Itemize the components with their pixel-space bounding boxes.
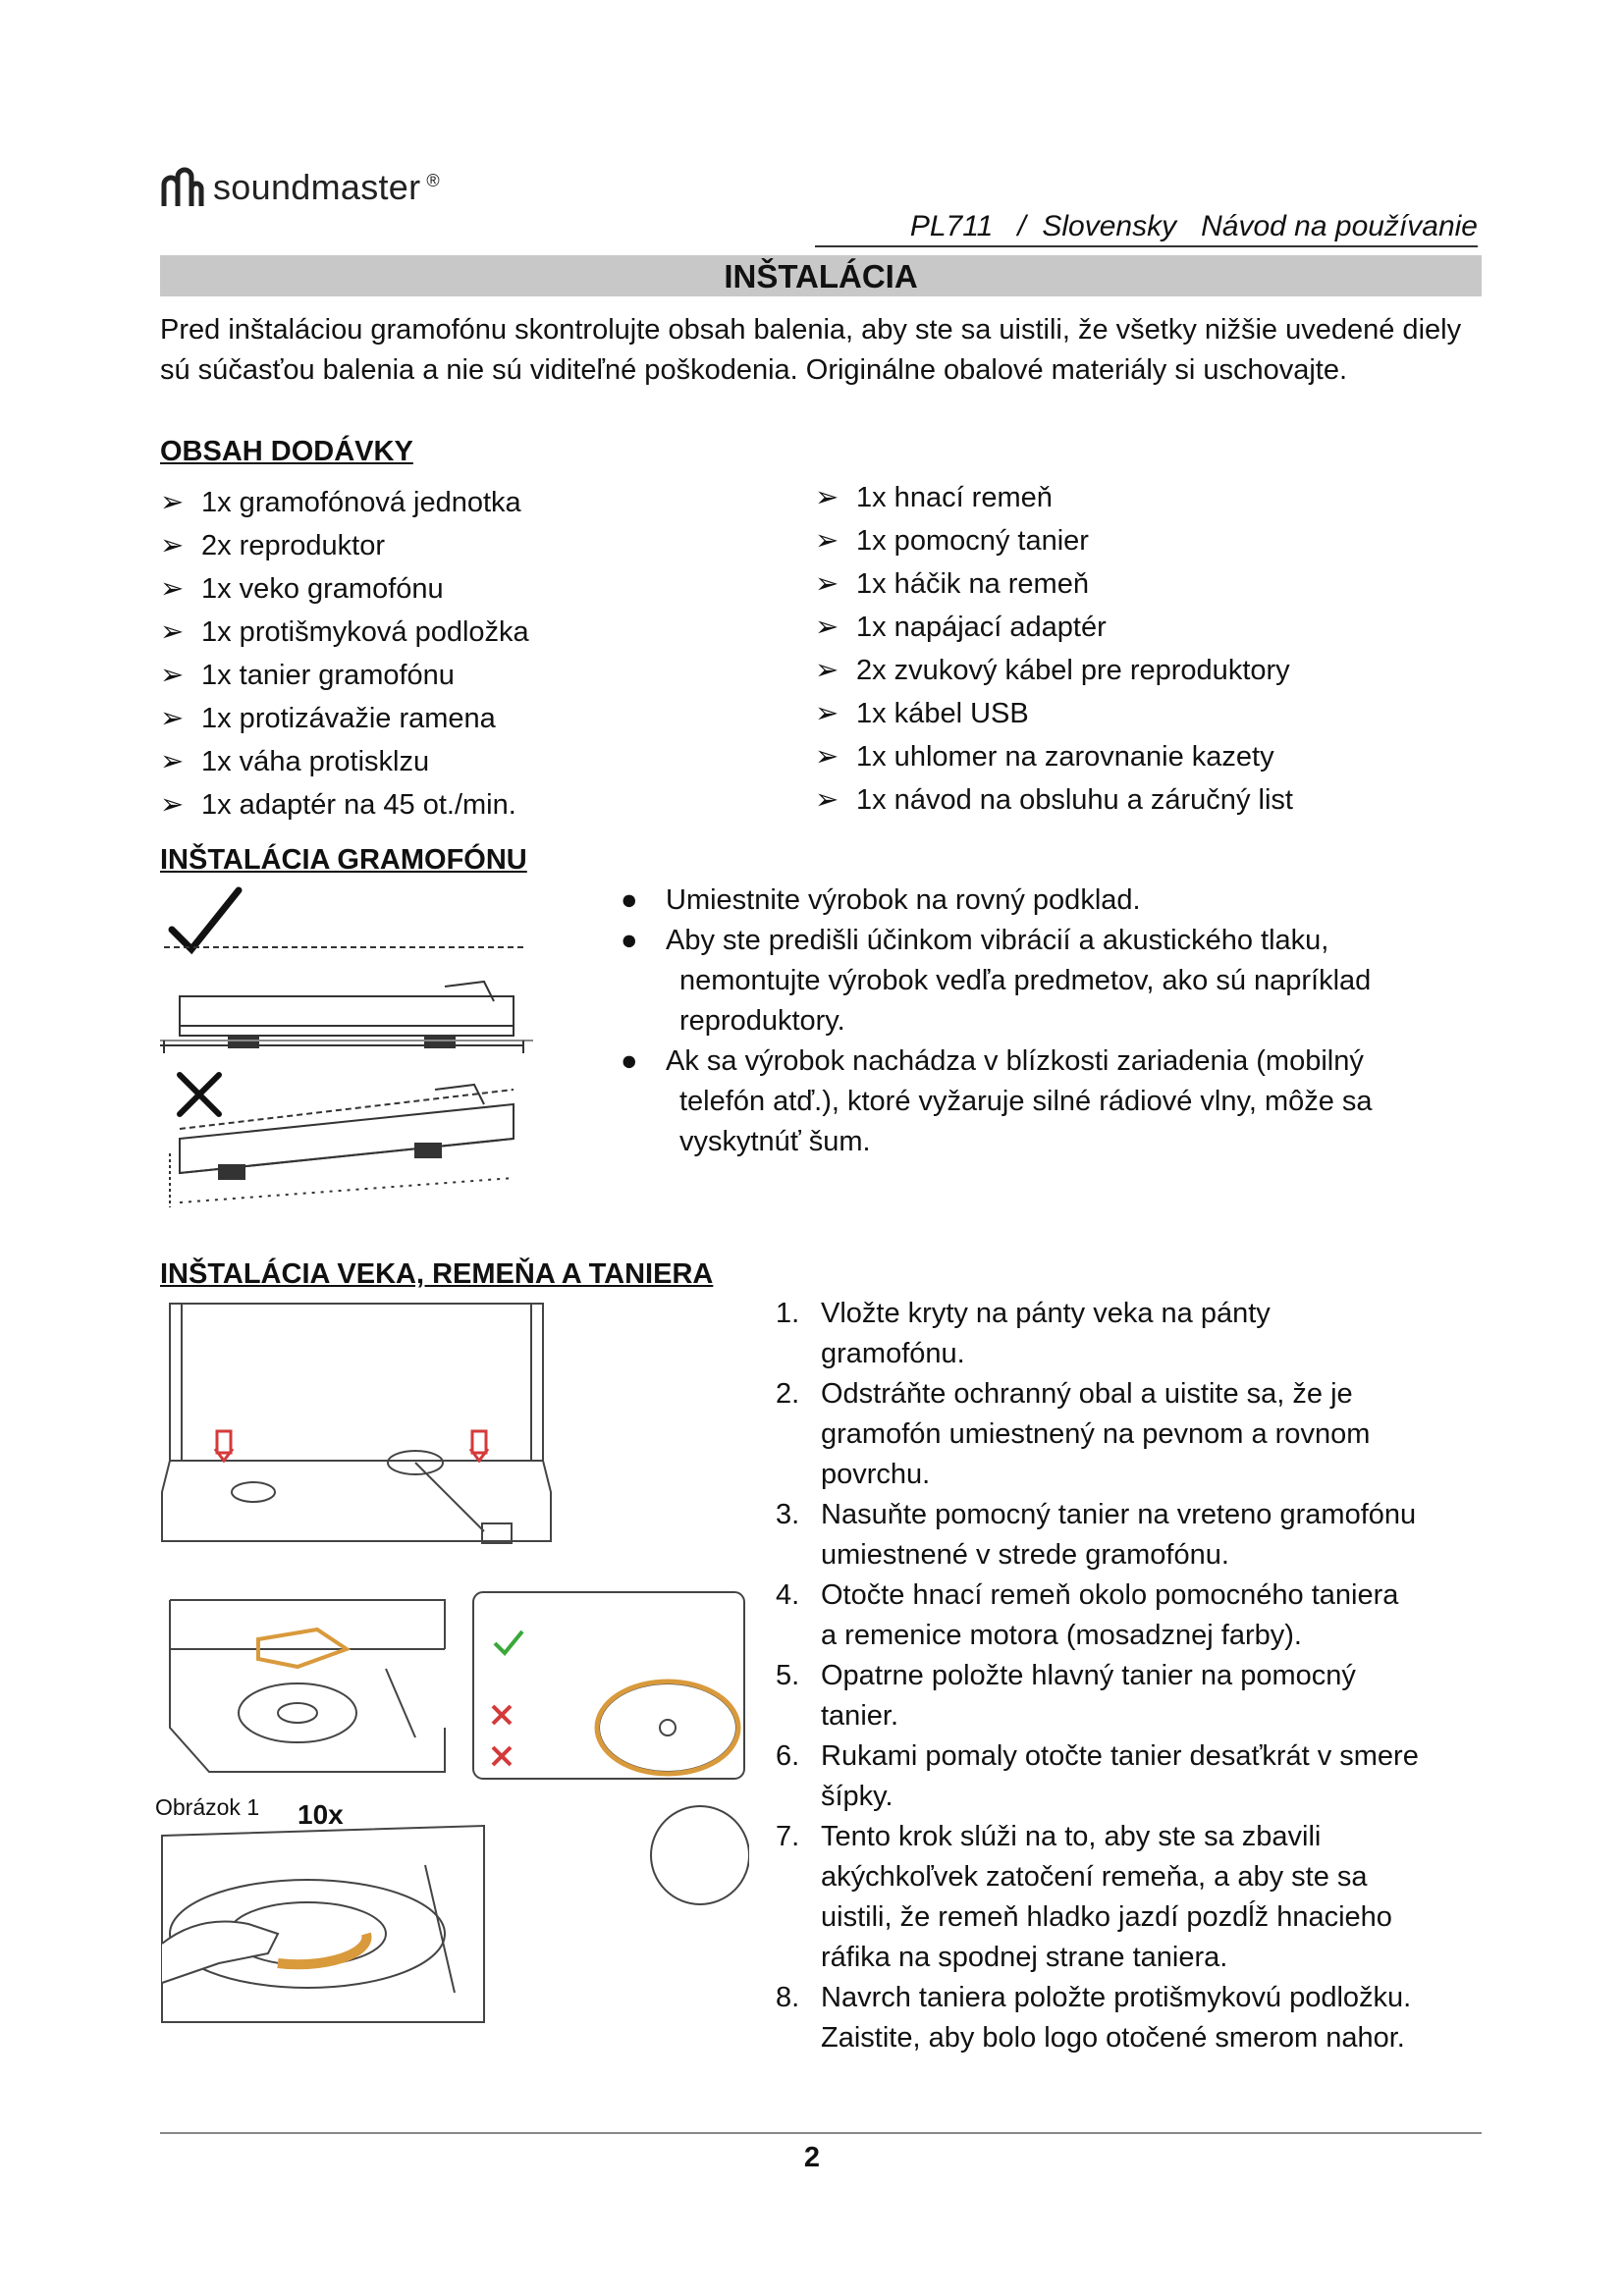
figure-caption: Obrázok 1 xyxy=(155,1794,260,1820)
contents-item xyxy=(815,476,1483,519)
checkmark-icon xyxy=(172,890,239,949)
install-bullet xyxy=(621,921,1485,1041)
contents-item-text: 1x pomocný tanier xyxy=(856,525,1089,557)
document-header: PL711 / Slovensky Návod na používanie xyxy=(815,210,1478,247)
hand-drawing xyxy=(162,1922,278,1984)
step-number: 1. xyxy=(776,1298,800,1329)
cross-icon xyxy=(180,1075,219,1114)
contents-item xyxy=(160,740,788,783)
contents-item xyxy=(815,562,1483,606)
step-item xyxy=(776,1575,1483,1656)
contents-item-text: 1x uhlomer na zarovnanie kazety xyxy=(856,741,1274,773)
arrow-bullet-icon: ➢ xyxy=(815,482,839,513)
language-label: Slovensky xyxy=(1042,210,1177,242)
arrow-bullet-icon: ➢ xyxy=(160,573,185,605)
step-line: uistili, že remeň hladko jazdí pozdĺž hnacieho xyxy=(821,1901,1392,1933)
arrow-bullet-icon: ➢ xyxy=(815,741,839,773)
contents-item xyxy=(160,697,788,740)
figure-rotate-platter xyxy=(160,1796,749,2032)
step-item xyxy=(776,1294,1483,1374)
step-number: 3. xyxy=(776,1499,800,1530)
step-line: umiestnené v strede gramofónu. xyxy=(821,1539,1229,1571)
contents-item-text: 1x návod na obsluhu a záručný list xyxy=(856,784,1293,816)
step-line: Rukami pomaly otočte tanier desaťkrát v smere xyxy=(821,1740,1419,1772)
install-bullet-line: Umiestnite výrobok na rovný podklad. xyxy=(666,884,1141,916)
contents-item-text: 1x háčik na remeň xyxy=(856,568,1089,600)
contents-item-text: 2x reproduktor xyxy=(201,530,385,561)
contents-item xyxy=(160,611,788,654)
footer-rule xyxy=(160,2132,1482,2134)
round-bullet-icon: ● xyxy=(621,884,638,916)
install-bullets xyxy=(621,881,1485,1162)
install-bullet-line: vyskytnúť šum. xyxy=(679,1126,871,1157)
install-bullet-line: Aby ste predišli účinkom vibrácií a akustického tlaku, xyxy=(666,925,1329,956)
contents-item xyxy=(815,606,1483,649)
rotation-count: 10x xyxy=(298,1799,344,1830)
contents-item-text: 1x protišmyková podložka xyxy=(201,616,529,648)
step-number: 4. xyxy=(776,1579,800,1611)
arrow-bullet-icon: ➢ xyxy=(160,746,185,777)
contents-item-text: 1x veko gramofónu xyxy=(201,573,444,605)
placement-illustration xyxy=(160,879,533,1232)
contents-item-text: 1x napájací adaptér xyxy=(856,612,1107,643)
step-item xyxy=(776,1374,1483,1495)
contents-item xyxy=(160,524,788,567)
contents-item-text: 1x kábel USB xyxy=(856,698,1029,729)
step-line: Opatrne položte hlavný tanier na pomocný xyxy=(821,1660,1356,1691)
figure-lid-hinges xyxy=(160,1296,553,1553)
step-number: 7. xyxy=(776,1821,800,1852)
contents-item xyxy=(815,692,1483,735)
contents-item-text: 2x zvukový kábel pre reproduktory xyxy=(856,655,1290,686)
contents-list-right xyxy=(815,476,1483,822)
turntable-tilted-drawing xyxy=(170,1085,514,1207)
contents-item-text: 1x gramofónová jednotka xyxy=(201,487,521,518)
install-bullet-line: reproduktory. xyxy=(679,1005,845,1037)
step-line: šípky. xyxy=(821,1781,893,1812)
step-number: 8. xyxy=(776,1982,800,2013)
step-line: Navrch taniera položte protišmykovú podložku. xyxy=(821,1982,1412,2013)
arrow-bullet-icon: ➢ xyxy=(160,789,185,821)
step-line: gramofónu. xyxy=(821,1338,965,1369)
step-line: akýchkoľvek zatočení remeňa, a aby ste sa xyxy=(821,1861,1368,1893)
contents-title: OBSAH DODÁVKY xyxy=(160,436,413,467)
contents-item xyxy=(815,519,1483,562)
step-line: Nasuňte pomocný tanier na vreteno gramofónu xyxy=(821,1499,1417,1530)
arrow-bullet-icon: ➢ xyxy=(815,612,839,643)
arrow-bullet-icon: ➢ xyxy=(160,616,185,648)
belt-wrong-icon xyxy=(493,1706,511,1765)
hinge-arrow-left-icon xyxy=(215,1431,233,1461)
install-title: INŠTALÁCIA GRAMOFÓNU xyxy=(160,844,527,876)
belt-on-platter-drawing xyxy=(597,1682,738,1774)
step-item xyxy=(776,1736,1483,1817)
install-bullet-line: telefón atď.), ktoré vyžaruje silné rádiové vlny, môže sa xyxy=(679,1086,1373,1117)
contents-item xyxy=(160,481,788,524)
page-number: 2 xyxy=(803,2142,821,2173)
contents-item-text: 1x váha protisklzu xyxy=(201,746,430,777)
step-line: Odstráňte ochranný obal a uistite sa, že je xyxy=(821,1378,1353,1410)
contents-list-left xyxy=(160,481,788,827)
contents-item-text: 1x hnací remeň xyxy=(856,482,1053,513)
step-item xyxy=(776,1978,1483,2058)
step-line: Zaistite, aby bolo logo otočené smerom nahor. xyxy=(821,2022,1405,2054)
arrow-bullet-icon: ➢ xyxy=(160,530,185,561)
round-bullet-icon: ● xyxy=(621,925,638,956)
figure-sub-platter xyxy=(160,1590,455,1777)
intro-paragraph: Pred inštaláciou gramofónu skontrolujte obsah balenia, aby ste sa uistili, že všetky nižšie uvedené diely sú súčasťou balenia a nie sú viditeľné poškodenia. Originálne obalové materiály si uschovajte. xyxy=(160,314,1462,386)
arrow-bullet-icon: ➢ xyxy=(815,784,839,816)
arrow-bullet-icon: ➢ xyxy=(160,487,185,518)
step-number: 2. xyxy=(776,1378,800,1410)
turntable-level-drawing xyxy=(160,947,533,1053)
install-bullet xyxy=(621,1041,1485,1162)
brand-name: soundmaster ® xyxy=(213,167,440,207)
lid-title: INŠTALÁCIA VEKA, REMEŇA A TANIERA xyxy=(160,1258,714,1290)
step-item xyxy=(776,1495,1483,1575)
round-bullet-icon: ● xyxy=(621,1045,638,1077)
contents-item-text: 1x adaptér na 45 ot./min. xyxy=(201,789,516,821)
brand-logo xyxy=(160,167,440,208)
contents-item xyxy=(815,649,1483,692)
step-line: Tento krok slúži na to, aby ste sa zbavili xyxy=(821,1821,1322,1852)
contents-item-text: 1x protizávažie ramena xyxy=(201,703,496,734)
install-bullet-line: Ak sa výrobok nachádza v blízkosti zariadenia (mobilný xyxy=(666,1045,1364,1077)
step-line: tanier. xyxy=(821,1700,898,1732)
arrow-bullet-icon: ➢ xyxy=(815,655,839,686)
hinge-arrow-right-icon xyxy=(470,1431,488,1461)
arrow-bullet-icon: ➢ xyxy=(160,703,185,734)
step-item xyxy=(776,1656,1483,1736)
step-item xyxy=(776,1817,1483,1978)
step-line: Otočte hnací remeň okolo pomocného taniera xyxy=(821,1579,1399,1611)
step-line: a remenice motora (mosadznej farby). xyxy=(821,1620,1302,1651)
install-bullet xyxy=(621,881,1485,921)
document-type: Návod na používanie xyxy=(1201,210,1478,242)
contents-item-text: 1x tanier gramofónu xyxy=(201,660,455,691)
arrow-bullet-icon: ➢ xyxy=(815,698,839,729)
page-title: INŠTALÁCIA xyxy=(160,255,1482,296)
contents-item xyxy=(160,567,788,611)
contents-item xyxy=(815,735,1483,778)
step-line: Vložte kryty na pánty veka na pánty xyxy=(821,1298,1271,1329)
belt-ok-icon xyxy=(495,1631,522,1653)
step-line: gramofón umiestnený na pevnom a rovnom xyxy=(821,1418,1371,1450)
contents-item xyxy=(815,778,1483,822)
step-line: ráfika na spodnej strane taniera. xyxy=(821,1942,1228,1973)
figure-belt-detail xyxy=(471,1590,746,1782)
step-line: povrchu. xyxy=(821,1459,931,1490)
contents-item xyxy=(160,783,788,827)
step-number: 6. xyxy=(776,1740,800,1772)
model-name: PL711 xyxy=(909,210,994,242)
arrow-bullet-icon: ➢ xyxy=(815,568,839,600)
soundmaster-logo-icon xyxy=(160,167,205,208)
install-bullet-line: nemontujte výrobok vedľa predmetov, ako sú napríklad xyxy=(679,965,1372,996)
step-number: 5. xyxy=(776,1660,800,1691)
arrow-bullet-icon: ➢ xyxy=(815,525,839,557)
arrow-bullet-icon: ➢ xyxy=(160,660,185,691)
contents-item xyxy=(160,654,788,697)
installation-steps xyxy=(776,1294,1483,2058)
